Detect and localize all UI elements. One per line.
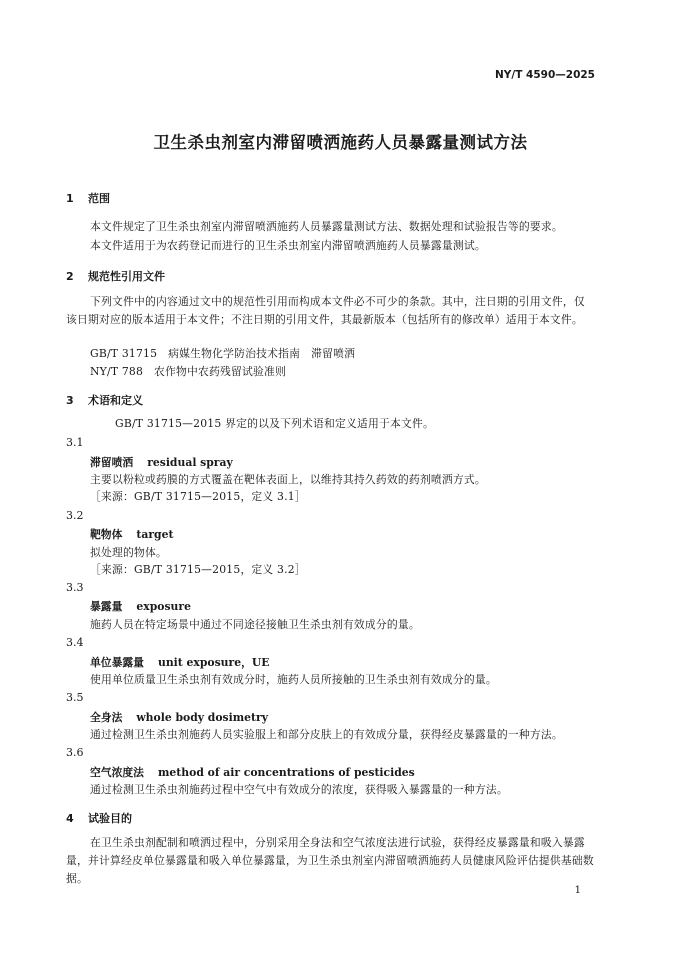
term-chinese: 靶物体 [90, 528, 123, 541]
term-heading [90, 599, 191, 614]
term-english: residual spray [147, 456, 233, 469]
section-number: 4 [66, 812, 74, 825]
section-title: 规范性引用文件 [88, 270, 165, 283]
term-number: 3.5 [66, 691, 84, 704]
term-number: 3.1 [66, 436, 84, 449]
section-3-heading [66, 392, 143, 408]
section-title: 范围 [88, 192, 110, 205]
term-heading [90, 527, 173, 542]
document-title: 卫生杀虫剂室内滞留喷洒施药人员暴露量测试方法 [153, 133, 528, 152]
section-1-paragraph-1: 本文件规定了卫生杀虫剂室内滞留喷洒施药人员暴露量测试方法、数据处理和试验报告等的要求。 [90, 220, 563, 233]
term-english: target [136, 528, 174, 541]
page-number: 1 [574, 885, 581, 896]
term-heading [90, 765, 415, 780]
section-2-heading [66, 268, 165, 284]
section-4-heading [66, 810, 132, 826]
term-number: 3.4 [66, 636, 84, 649]
term-chinese: 暴露量 [90, 600, 123, 613]
term-number: 3.6 [66, 746, 84, 759]
term-definition: 主要以粉粒或药膜的方式覆盖在靶体表面上，以维持其持久药效的药剂喷洒方式。 [90, 473, 486, 486]
term-definition: 使用单位质量卫生杀虫剂有效成分时，施药人员所接触的卫生杀虫剂有效成分的量。 [90, 673, 497, 686]
term-english: unit exposure，UE [157, 656, 270, 669]
section-number: 3 [66, 394, 74, 407]
term-english: whole body dosimetry [136, 711, 268, 724]
term-chinese: 全身法 [90, 711, 123, 724]
term-number: 3.2 [66, 509, 84, 522]
term-heading [90, 655, 270, 670]
section-4-paragraph: 在卫生杀虫剂配制和喷洒过程中，分别采用全身法和空气浓度法进行试验，获得经皮暴露量和吸入暴露量，并计算经皮单位暴露量和吸入单位暴露量，为卫生杀虫剂室内滞留喷洒施药人员健康风险评估提供基础数据。 [66, 836, 594, 885]
term-chinese: 单位暴露量 [90, 656, 144, 669]
standard-code: NY/T 4590—2025 [495, 69, 595, 81]
term-heading [90, 710, 268, 725]
term-definition: 通过检测卫生杀虫剂施药过程中空气中有效成分的浓度，获得吸入暴露量的一种方法。 [90, 783, 508, 796]
section-1-heading [66, 190, 110, 206]
section-title: 试验目的 [88, 812, 132, 825]
term-source: ［来源：GB/T 31715—2015，定义 3.1］ [90, 490, 306, 503]
section-number: 2 [66, 270, 74, 283]
term-heading [90, 455, 233, 470]
term-definition: 拟处理的物体。 [90, 546, 167, 559]
term-english: method of air concentrations of pesticides [157, 766, 415, 779]
section-3-intro: GB/T 31715—2015 界定的以及下列术语和定义适用于本文件。 [115, 417, 435, 430]
term-definition: 施药人员在特定场景中通过不同途径接触卫生杀虫剂有效成分的量。 [90, 618, 420, 631]
term-chinese: 空气浓度法 [90, 766, 144, 779]
term-definition: 通过检测卫生杀虫剂施药人员实验服上和部分皮肤上的有效成分量，获得经皮暴露量的一种方法。 [90, 728, 563, 741]
term-chinese: 滞留喷洒 [90, 456, 134, 469]
reference-gb-t-31715: GB/T 31715 病媒生物化学防治技术指南 滞留喷洒 [90, 347, 356, 360]
section-1-paragraph-2: 本文件适用于为农药登记而进行的卫生杀虫剂室内滞留喷洒施药人员暴露量测试。 [90, 239, 486, 252]
reference-ny-t-788: NY/T 788 农作物中农药残留试验准则 [90, 365, 287, 378]
section-title: 术语和定义 [88, 394, 143, 407]
section-number: 1 [66, 192, 74, 205]
section-2-paragraph: 下列文件中的内容通过文中的规范性引用而构成本文件必不可少的条款。其中，注日期的引用文件，仅该日期对应的版本适用于本文件；不注日期的引用文件，其最新版本（包括所有的修改单）适用于本文件。 [66, 295, 585, 326]
term-source: ［来源：GB/T 31715—2015，定义 3.2］ [90, 563, 306, 576]
term-english: exposure [136, 600, 191, 613]
term-number: 3.3 [66, 581, 84, 594]
